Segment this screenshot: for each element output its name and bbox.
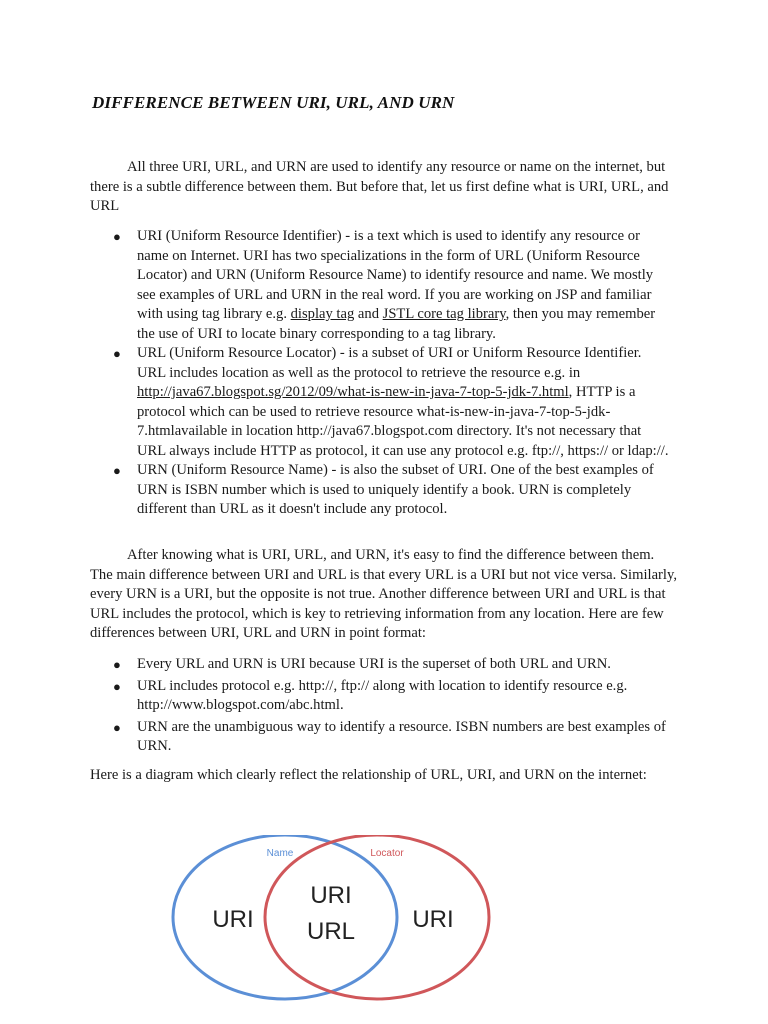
list-item	[0, 677, 673, 716]
list-item-text: URN are the unambiguous way to identify a resource. ISBN numbers are best examples of URN.	[137, 718, 666, 754]
list-item-text: URL includes protocol e.g. http://, ftp:// along with location to identify resource e.g. http://www.blogspot.com/abc.html.	[137, 677, 628, 713]
bullet-icon: ●	[113, 657, 121, 672]
display-tag-link[interactable]: display tag	[290, 306, 355, 322]
page-title: DIFFERENCE BETWEEN URI, URL, AND URN	[92, 93, 455, 112]
name-label: Name	[266, 848, 294, 859]
name-circle	[173, 835, 397, 999]
bullet-icon: ●	[113, 346, 121, 361]
right-region-text: URI	[412, 906, 454, 933]
bullet-icon: ●	[113, 463, 121, 478]
list-item-text: URN (Uniform Resource Name) - is also the subset of URI. One of the best examples of URN is ISBN number which is used to uniquely identify a book. URN is completely different than URL as it doesn't include any protocol.	[137, 462, 654, 517]
jstl-core-tag-library-link[interactable]: JSTL core tag library	[382, 306, 506, 322]
bullet-icon: ●	[113, 719, 121, 735]
diagram-intro-paragraph: Here is a diagram which clearly reflect the relationship of URL, URI, and URN on the internet:	[90, 767, 647, 783]
center-region-text-bottom: URL	[306, 918, 356, 945]
list-item-text: Every URL and URN is URI because URI is the superset of both URL and URN.	[137, 656, 611, 672]
list-item-text: , then you may remember the use of URI to locate binary corresponding to a tag library.	[137, 306, 656, 342]
definitions-list	[0, 227, 673, 520]
locator-circle	[265, 835, 489, 999]
java67-blogspot-link[interactable]: http://java67.blogspot.sg/2012/09/what-is-new-in-java-7-top-5-jdk-7.html	[137, 384, 569, 400]
list-item-text: URI (Uniform Resource Identifier) - is a text which is used to identify any resource or name on Internet. URI has two specializations in the form of URL (Uniform Resource Locator) and URN (Uniform Resource Name) to identify resource and name. We mostly see examples of URL and URN in the real word. If you are working on JSP and familiar with using tag library e.g.	[137, 228, 654, 322]
center-region-text-top: URI	[310, 882, 352, 909]
locator-label: Locator	[370, 848, 404, 859]
list-item	[0, 718, 673, 757]
left-region-text: URI	[212, 906, 254, 933]
list-item	[0, 461, 673, 520]
list-item-text: URL (Uniform Resource Locator) - is a subset of URI or Uniform Resource Identifier. URL includes location as well as the protocol to retrieve the resource e.g. in	[137, 345, 642, 381]
bullet-icon: ●	[113, 678, 121, 694]
list-item-text: and	[354, 306, 383, 322]
list-item	[0, 655, 673, 675]
differences-list	[0, 655, 673, 757]
bullet-icon: ●	[113, 229, 121, 244]
list-item-text: , HTTP is a protocol which can be used to retrieve resource what-is-new-in-java-7-top-5-jdk-7.htmlavailable in location http://java67.blogspot.com directory. It's not necessary that URL always include HTTP as protocol, it can use any protocol e.g. ftp://, https:// or ldap://.	[137, 384, 669, 459]
list-item	[0, 344, 673, 461]
uri-url-urn-venn-diagram	[165, 835, 505, 1020]
list-item	[0, 227, 673, 344]
difference-paragraph: After knowing what is URI, URL, and URN, it's easy to find the difference between them. The main difference between URI and URL is that every URL is a URI but not vice versa. Similarly, every URN is a URI, but the opposite is not true. Another difference between URI and URL is that URL includes the protocol, which is key to retrieving information from any location. Here are few differences between URI, URL and URN in point format:	[90, 547, 677, 641]
intro-paragraph: All three URI, URL, and URN are used to identify any resource or name on the internet, but there is a subtle difference between them. But before that, let us first define what is URI, URL, and URL	[90, 159, 669, 214]
